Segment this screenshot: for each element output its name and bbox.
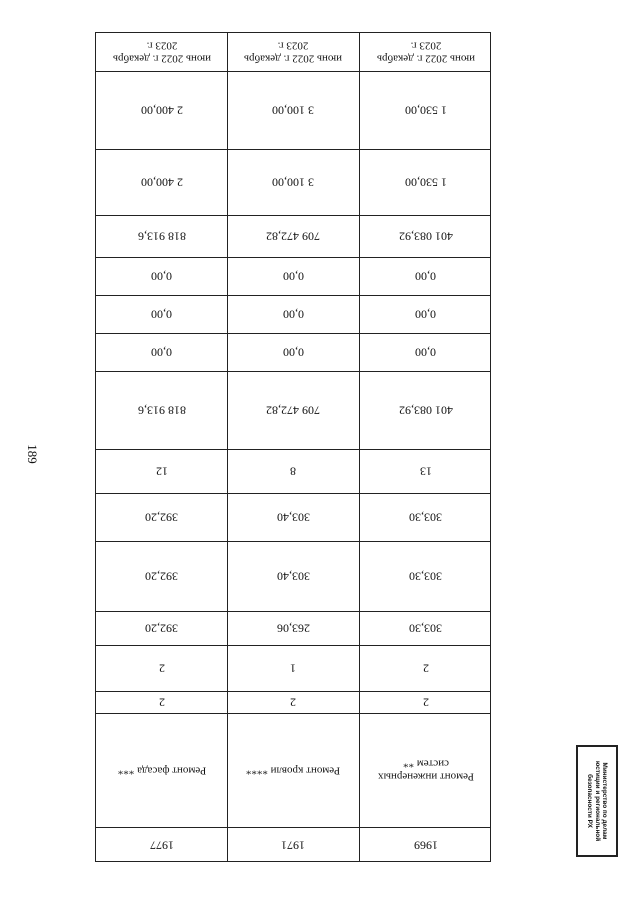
cell-text: 1971: [281, 838, 305, 853]
count-cell: [96, 449, 227, 493]
stamp-line: Министерство по делам: [601, 762, 609, 840]
cost-total-cell: [227, 371, 359, 449]
area-cell: [359, 611, 492, 645]
count-cell: [227, 449, 359, 493]
stamp-text: [578, 747, 616, 855]
year-cell: [96, 827, 227, 863]
cell-text: Ремонт фасада ***: [117, 764, 206, 777]
cell-text: 0,00: [151, 269, 172, 284]
cell-text: 392,20: [145, 621, 178, 636]
cell-text: 392,20: [145, 569, 178, 584]
cell-text: 3 100,00: [272, 103, 314, 118]
cell-text: 2: [422, 661, 429, 676]
cell-text: 2: [158, 695, 165, 710]
cell-text: 303,30: [409, 569, 442, 584]
count-cell: [227, 691, 359, 713]
cost-sum-cell: [96, 215, 227, 257]
cell-text: 303,30: [409, 510, 442, 525]
cost-sum-cell: [227, 215, 359, 257]
cell-text: 0,00: [415, 345, 436, 360]
cost-total-cell: [359, 371, 492, 449]
zero-value-cell: [96, 295, 227, 333]
cell-text: 1 530,00: [404, 175, 447, 190]
area-cell: [96, 493, 227, 541]
unit-cost-cell: [359, 71, 492, 149]
zero-value-cell: [96, 333, 227, 371]
count-cell: [359, 691, 492, 713]
work-type-cell: [96, 713, 227, 827]
cell-text: 0,00: [282, 345, 304, 360]
zero-value-cell: [227, 295, 359, 333]
cell-text: 303,40: [276, 569, 310, 584]
work-type-cell: [359, 713, 492, 827]
zero-value-cell: [359, 295, 492, 333]
count-cell: [359, 449, 492, 493]
area-cell: [227, 493, 359, 541]
stamp-line: безопасности РХ: [586, 774, 594, 828]
ministry-stamp: [576, 745, 618, 857]
cost-total-cell: [96, 371, 227, 449]
zero-value-cell: [359, 333, 492, 371]
cell-text: 303,30: [409, 621, 442, 636]
cell-text: 392,20: [145, 510, 178, 525]
cell-text: 2: [290, 695, 296, 710]
cell-text: 401 083,92: [398, 229, 453, 244]
count-cell: [227, 645, 359, 691]
unit-cost-cell: [227, 71, 359, 149]
area-cell: [96, 611, 227, 645]
period-cell: [227, 33, 359, 71]
cell-text: 1 530,00: [404, 103, 447, 118]
cell-text: 0,00: [282, 269, 304, 284]
cell-text: Ремонт кровли ****: [245, 764, 341, 777]
cell-text: 2: [422, 695, 429, 710]
cell-text: 2 400,00: [140, 175, 183, 190]
cell-text: 1: [290, 661, 296, 676]
area-cell: [227, 611, 359, 645]
cell-text: 0,00: [415, 307, 436, 322]
area-cell: [359, 541, 492, 611]
cell-text: 709 472,82: [266, 403, 320, 418]
unit-cost-cell: [359, 149, 492, 215]
count-cell: [96, 691, 227, 713]
cell-text: 1969: [413, 838, 438, 853]
rotated-table: [95, 32, 491, 862]
period-cell: [359, 33, 492, 71]
cell-text: 303,40: [276, 510, 310, 525]
cell-text: 818 913,6: [137, 403, 186, 418]
cell-text: 0,00: [415, 269, 436, 284]
year-cell: [227, 827, 359, 863]
cell-text: 0,00: [282, 307, 304, 322]
table-row: [359, 33, 492, 861]
unit-cost-cell: [96, 71, 227, 149]
cell-text: 263,06: [276, 621, 310, 636]
cell-text: 2 400,00: [140, 103, 183, 118]
zero-value-cell: [359, 257, 492, 295]
zero-value-cell: [96, 257, 227, 295]
work-type-cell: [227, 713, 359, 827]
cost-sum-cell: [359, 215, 492, 257]
cell-text: 709 472,82: [266, 229, 320, 244]
unit-cost-cell: [96, 149, 227, 215]
table-row: [96, 33, 227, 861]
area-cell: [359, 493, 492, 541]
area-cell: [96, 541, 227, 611]
cell-text: 12: [155, 464, 168, 479]
cell-text: июнь 2022 г. декабрь 2023 г.: [112, 40, 211, 65]
unit-cost-cell: [227, 149, 359, 215]
cell-text: 13: [419, 464, 432, 479]
cell-text: 818 913,6: [137, 229, 186, 244]
count-cell: [96, 645, 227, 691]
table-row: [227, 33, 359, 861]
stamp-line: юстиции и региональной: [593, 760, 601, 842]
zero-value-cell: [227, 257, 359, 295]
cell-text: июнь 2022 г. декабрь 2023 г.: [244, 40, 342, 65]
cell-text: 8: [290, 464, 296, 479]
cell-text: 0,00: [151, 345, 172, 360]
cell-text: июнь 2022 г. декабрь 2023 г.: [376, 40, 475, 65]
count-cell: [359, 645, 492, 691]
cell-text: Ремонт инженерных систем **: [377, 758, 474, 783]
zero-value-cell: [227, 333, 359, 371]
page-number: 189: [25, 444, 40, 464]
cell-text: 0,00: [151, 307, 172, 322]
cell-text: 3 100,00: [272, 175, 314, 190]
period-cell: [96, 33, 227, 71]
cell-text: 401 083,92: [398, 403, 453, 418]
cell-text: 2: [158, 661, 165, 676]
year-cell: [359, 827, 492, 863]
area-cell: [227, 541, 359, 611]
cell-text: 1977: [149, 838, 174, 853]
